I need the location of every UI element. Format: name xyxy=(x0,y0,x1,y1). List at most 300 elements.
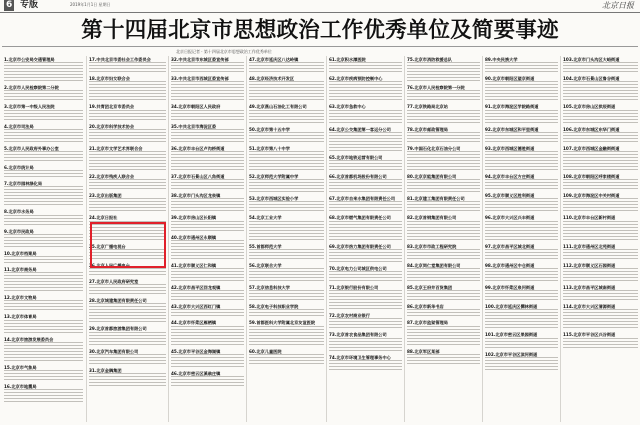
unit-title: 89.中央民族大学 xyxy=(485,57,518,62)
unit-body-text xyxy=(4,110,83,122)
unit-body-text xyxy=(329,318,402,330)
unit-entry xyxy=(329,313,402,330)
unit-entry xyxy=(485,263,558,283)
unit-body-text xyxy=(171,151,244,172)
unit-body-text xyxy=(249,62,324,74)
unit-body-text xyxy=(4,186,83,207)
unit-title: 97.北京市昌平区城北街道 xyxy=(485,243,535,249)
unit-entry xyxy=(485,215,558,241)
unit-body-text xyxy=(4,272,83,293)
unit-title: 68.北京市燃气集团有限责任公司 xyxy=(329,215,391,221)
unit-body-text xyxy=(4,320,83,335)
unit-title: 44.北京市怀柔区雁栖镇 xyxy=(171,320,217,326)
unit-entry xyxy=(171,215,244,232)
unit-body-text xyxy=(171,268,244,283)
unit-title: 72.北京农村商业银行 xyxy=(329,313,370,319)
unit-title: 59.首都医科大学附属北京友谊医院 xyxy=(249,320,316,326)
unit-title: 76.北京市人民检察院第一分院 xyxy=(407,85,465,91)
unit-entry xyxy=(563,215,638,241)
unit-title: 17.中共北京市委社会工作委员会 xyxy=(89,57,151,62)
unit-title: 82.北京首钢集团有限公司 xyxy=(407,215,457,221)
unit-entry xyxy=(407,320,480,346)
unit-body-text xyxy=(89,81,166,102)
unit-body-text xyxy=(4,370,83,382)
unit-entry xyxy=(4,365,83,382)
unit-body-text xyxy=(407,221,480,242)
unit-title: 109.北京市海淀区中关村街道 xyxy=(563,193,620,199)
unit-body-text xyxy=(407,110,480,125)
page-headline: 第十四届北京市思想政治工作优秀单位及简要事迹 xyxy=(81,18,559,43)
unit-title: 60.北京儿童医院 xyxy=(249,348,282,354)
unit-entry xyxy=(171,76,244,102)
unit-entry xyxy=(407,244,480,261)
unit-title: 22.北京市残疾人联合会 xyxy=(89,174,135,180)
unit-body-text xyxy=(171,110,244,122)
unit-title: 55.首都师范大学 xyxy=(249,243,282,249)
unit-entry xyxy=(171,174,244,191)
unit-title: 50.北京市第十五中学 xyxy=(249,126,290,132)
unit-entry xyxy=(407,174,480,194)
unit-body-text xyxy=(171,81,244,102)
unit-title: 53.北京市西城区实验小学 xyxy=(249,196,299,202)
unit-body-text xyxy=(563,338,638,350)
unit-title: 65.北京市地铁运营有限公司 xyxy=(329,154,383,160)
unit-title: 29.北京首都旅游集团有限公司 xyxy=(89,326,147,332)
unit-entry xyxy=(249,285,324,302)
unit-body-text xyxy=(485,179,558,191)
text-column xyxy=(482,56,559,422)
unit-title: 85.北京王府井百货集团 xyxy=(407,285,453,291)
text-column xyxy=(404,56,481,422)
unit-title: 28.北京城建集团有限责任公司 xyxy=(89,298,147,304)
unit-title: 114.北京市大兴区清源街道 xyxy=(563,304,616,310)
unit-title: 99.北京市怀柔区泉河街道 xyxy=(485,285,535,291)
unit-body-text xyxy=(407,179,480,194)
unit-entry xyxy=(249,244,324,261)
unit-title: 108.北京市朝阳区呼家楼街道 xyxy=(563,174,620,180)
unit-title: 31.北京金隅集团 xyxy=(89,367,122,373)
unit-entry xyxy=(563,174,638,191)
unit-title: 20.北京市科学技术协会 xyxy=(89,123,135,129)
unit-title: 3.北京市第一中级人民法院 xyxy=(4,104,55,110)
unit-entry xyxy=(171,371,244,388)
unit-title: 46.北京市密云区溪翁庄镇 xyxy=(171,370,221,376)
issue-date: 2019年1月1日 星期日 xyxy=(70,2,111,7)
unit-title: 48.北京经济技术开发区 xyxy=(249,76,295,82)
unit-body-text xyxy=(563,81,638,102)
unit-title: 81.北京建工集团有限责任公司 xyxy=(407,196,465,202)
unit-entry xyxy=(329,332,402,352)
unit-entry xyxy=(485,244,558,261)
unit-body-text xyxy=(249,268,324,283)
unit-entry xyxy=(171,304,244,318)
unit-entry xyxy=(329,244,402,264)
unit-title: 33.中共北京市西城区委宣传部 xyxy=(171,76,229,82)
unit-entry xyxy=(329,285,402,311)
unit-title: 37.北京市石景山区八角街道 xyxy=(171,174,225,180)
unit-body-text xyxy=(485,309,558,330)
unit-title: 112.北京市顺义区石园街道 xyxy=(563,262,616,268)
unit-entry xyxy=(563,146,638,172)
unit-body-text xyxy=(249,132,324,144)
unit-title: 54.北京工业大学 xyxy=(249,215,282,221)
unit-entry xyxy=(485,193,558,213)
unit-body-text xyxy=(329,221,402,242)
unit-body-text xyxy=(485,357,558,372)
masthead-bar xyxy=(0,0,640,13)
unit-body-text xyxy=(329,290,402,311)
unit-title: 61.北京积水潭医院 xyxy=(329,57,366,62)
unit-title: 19.共青团北京市委员会 xyxy=(89,104,135,110)
unit-title: 27.北京市人民政府研究室 xyxy=(89,279,139,285)
unit-entry xyxy=(407,85,480,102)
unit-body-text xyxy=(407,132,480,144)
unit-entry xyxy=(329,104,402,124)
unit-title: 110.北京市丰台区新村街道 xyxy=(563,215,616,221)
unit-body-text xyxy=(249,81,324,102)
unit-body-text xyxy=(249,354,324,366)
unit-body-text xyxy=(171,290,244,302)
unit-body-text xyxy=(329,338,402,353)
unit-entry xyxy=(329,196,402,213)
unit-title: 23.北京出版集团 xyxy=(89,193,122,199)
unit-body-text xyxy=(329,132,402,153)
unit-entry xyxy=(4,181,83,207)
unit-body-text xyxy=(249,151,324,172)
unit-body-text xyxy=(89,129,166,144)
unit-entry xyxy=(4,314,83,334)
unit-entry xyxy=(89,124,166,144)
unit-title: 111.北京市通州区北苑街道 xyxy=(563,243,616,249)
unit-entry xyxy=(407,146,480,172)
unit-entry xyxy=(89,76,166,102)
unit-body-text xyxy=(329,110,402,125)
unit-title: 67.北京市自来水集团有限责任公司 xyxy=(329,196,396,202)
unit-entry xyxy=(171,349,244,369)
unit-title: 66.北京首都机场股份有限公司 xyxy=(329,174,387,180)
unit-body-text xyxy=(171,326,244,347)
unit-body-text xyxy=(171,198,244,213)
unit-title: 45.北京市平谷区金海湖镇 xyxy=(171,348,221,354)
unit-body-text xyxy=(407,90,480,102)
unit-body-text xyxy=(485,290,558,302)
unit-entry xyxy=(563,127,638,144)
unit-body-text xyxy=(329,271,402,283)
unit-body-text xyxy=(407,354,480,366)
unit-body-text xyxy=(249,290,324,302)
unit-entry xyxy=(485,104,558,124)
unit-entry xyxy=(4,337,83,363)
unit-body-text xyxy=(4,62,83,83)
unit-title: 62.北京市疾病预防控制中心 xyxy=(329,76,383,82)
unit-body-text xyxy=(329,249,402,264)
unit-entry xyxy=(249,263,324,283)
unit-title: 38.北京市门头沟区龙泉镇 xyxy=(171,193,221,199)
unit-title: 71.北京银行股份有限公司 xyxy=(329,285,379,291)
unit-title: 4.北京市司法局 xyxy=(4,123,34,129)
unit-body-text xyxy=(329,81,402,102)
unit-entry xyxy=(407,349,480,366)
unit-body-text xyxy=(485,338,558,350)
unit-body-text xyxy=(171,179,244,191)
unit-body-text xyxy=(485,249,558,261)
unit-title: 94.北京市丰台区方庄街道 xyxy=(485,174,535,180)
unit-body-text xyxy=(89,354,166,366)
unit-title: 88.北京军区某部 xyxy=(407,348,440,354)
unit-entry xyxy=(249,304,324,318)
unit-entry xyxy=(329,155,402,172)
unit-body-text xyxy=(407,62,480,83)
unit-body-text xyxy=(407,268,480,283)
unit-title: 30.北京汽车集团有限公司 xyxy=(89,348,139,354)
unit-entry xyxy=(563,76,638,102)
unit-title: 43.北京市大兴区西红门镇 xyxy=(171,304,221,310)
unit-title: 36.北京市丰台区卢沟桥街道 xyxy=(171,145,225,151)
unit-entry xyxy=(563,285,638,302)
unit-body-text xyxy=(171,354,244,369)
unit-title: 77.北京铁路局北京站 xyxy=(407,104,448,110)
unit-entry xyxy=(563,304,638,330)
unit-body-text xyxy=(485,132,558,144)
unit-body-text xyxy=(4,170,83,179)
unit-title: 35.中共北京市海淀区委 xyxy=(171,123,217,129)
unit-entry xyxy=(485,352,558,372)
unit-entry xyxy=(485,127,558,144)
unit-entry xyxy=(89,298,166,324)
unit-title: 40.北京市通州区永顺镇 xyxy=(171,234,217,240)
section-label: 专版 xyxy=(20,0,39,10)
unit-entry xyxy=(171,235,244,261)
unit-entry xyxy=(407,127,480,144)
unit-body-text xyxy=(485,151,558,172)
unit-entry xyxy=(4,209,83,226)
unit-body-text xyxy=(249,326,324,347)
unit-body-text xyxy=(89,373,166,388)
unit-body-text xyxy=(563,290,638,302)
unit-entry xyxy=(4,251,83,265)
unit-title: 34.北京市朝阳区人民政府 xyxy=(171,104,221,110)
unit-body-text xyxy=(563,62,638,74)
unit-body-text xyxy=(171,129,244,144)
unit-entry xyxy=(329,215,402,241)
unit-entry xyxy=(485,57,558,74)
unit-entry xyxy=(329,174,402,194)
unit-body-text xyxy=(171,62,244,74)
unit-body-text xyxy=(329,160,402,172)
unit-body-text xyxy=(485,62,558,74)
headline-rule xyxy=(2,46,638,47)
unit-entry xyxy=(563,57,638,74)
unit-entry xyxy=(89,279,166,296)
unit-entry xyxy=(4,85,83,102)
unit-entry xyxy=(407,104,480,124)
unit-body-text xyxy=(249,201,324,213)
unit-entry xyxy=(485,146,558,172)
text-column xyxy=(326,56,403,422)
unit-entry xyxy=(563,263,638,283)
unit-title: 56.北京联合大学 xyxy=(249,262,282,268)
unit-entry xyxy=(171,320,244,346)
unit-entry xyxy=(89,326,166,346)
unit-entry xyxy=(563,104,638,124)
unit-entry xyxy=(249,127,324,144)
unit-entry xyxy=(4,146,83,163)
unit-title: 26.北京人民广播电台 xyxy=(89,262,130,268)
unit-entry xyxy=(485,285,558,302)
unit-entry xyxy=(407,57,480,83)
unit-title: 5.北京市人民政府外事办公室 xyxy=(4,145,59,151)
unit-title: 93.北京市西城区德胜街道 xyxy=(485,145,535,151)
unit-entry xyxy=(89,146,166,172)
unit-entry xyxy=(249,349,324,366)
unit-title: 83.北京市市政工程研究院 xyxy=(407,243,457,249)
unit-entry xyxy=(89,57,166,74)
unit-entry xyxy=(249,104,324,124)
unit-title: 113.北京市昌平区城南街道 xyxy=(563,285,616,291)
unit-title: 39.北京市房山区长阳镇 xyxy=(171,215,217,221)
unit-body-text xyxy=(249,110,324,125)
unit-entry xyxy=(485,174,558,191)
unit-entry xyxy=(485,76,558,102)
unit-body-text xyxy=(563,132,638,144)
unit-entry xyxy=(4,295,83,312)
unit-entry xyxy=(329,127,402,153)
unit-entry xyxy=(329,57,402,74)
unit-body-text xyxy=(563,151,638,172)
unit-title: 10.北京市档案局 xyxy=(4,250,37,256)
unit-title: 12.北京市文物局 xyxy=(4,295,37,301)
unit-entry xyxy=(563,193,638,213)
unit-body-text xyxy=(171,309,244,318)
unit-title: 63.北京市急救中心 xyxy=(329,104,366,110)
unit-entry xyxy=(4,229,83,249)
unit-title: 87.北京市监狱管理局 xyxy=(407,320,448,326)
unit-body-text xyxy=(407,201,480,213)
unit-entry xyxy=(407,263,480,283)
unit-title: 57.北京信息科技大学 xyxy=(249,285,290,291)
unit-entry xyxy=(89,193,166,213)
unit-body-text xyxy=(171,221,244,233)
unit-title: 104.北京市石景山区鲁谷街道 xyxy=(563,76,620,82)
unit-body-text xyxy=(89,62,166,74)
unit-body-text xyxy=(89,110,166,122)
unit-body-text xyxy=(407,326,480,347)
unit-entry xyxy=(4,384,83,404)
unit-body-text xyxy=(171,376,244,388)
unit-body-text xyxy=(4,129,83,144)
text-column xyxy=(246,56,325,422)
unit-entry xyxy=(249,320,324,346)
unit-body-text xyxy=(485,110,558,125)
unit-body-text xyxy=(563,198,638,213)
highlight-box xyxy=(90,222,166,268)
unit-title: 16.北京市地震局 xyxy=(4,384,37,390)
unit-body-text xyxy=(4,300,83,312)
unit-entry xyxy=(249,215,324,241)
unit-title: 84.北京同仁堂集团有限公司 xyxy=(407,262,461,268)
unit-entry xyxy=(171,104,244,121)
page-number: 6 xyxy=(6,0,13,10)
unit-title: 106.北京市东城区东华门街道 xyxy=(563,126,620,132)
intro-meta: 北京日报记者 · 第十四届北京市思想政治工作优秀单位 xyxy=(176,49,272,54)
unit-title: 18.北京市妇女联合会 xyxy=(89,76,130,82)
unit-body-text xyxy=(4,151,83,163)
unit-body-text xyxy=(563,249,638,261)
unit-title: 115.北京市平谷区兴谷街道 xyxy=(563,332,616,338)
unit-body-text xyxy=(4,342,83,363)
unit-body-text xyxy=(329,62,402,74)
unit-body-text xyxy=(407,151,480,172)
unit-body-text xyxy=(485,81,558,102)
unit-body-text xyxy=(89,332,166,347)
unit-body-text xyxy=(329,360,402,372)
unit-title: 51.北京市第八十中学 xyxy=(249,145,290,151)
unit-body-text xyxy=(4,234,83,249)
unit-title: 75.北京市消防救援总队 xyxy=(407,57,453,62)
unit-title: 24.北京日报社 xyxy=(89,215,118,221)
unit-body-text xyxy=(171,240,244,261)
text-column xyxy=(2,56,84,422)
unit-entry xyxy=(171,124,244,144)
unit-title: 32.中共北京市东城区委宣传部 xyxy=(171,57,229,62)
unit-body-text xyxy=(563,221,638,242)
unit-title: 80.北京京能集团有限公司 xyxy=(407,174,457,180)
unit-entry xyxy=(249,196,324,213)
unit-body-text xyxy=(249,221,324,242)
unit-body-text xyxy=(407,309,480,318)
unit-title: 105.北京市房山区拱辰街道 xyxy=(563,104,616,110)
unit-entry xyxy=(407,285,480,302)
unit-entry xyxy=(4,267,83,293)
unit-title: 58.北京电子科技职业学院 xyxy=(249,304,299,310)
unit-title: 14.北京市旅游发展委员会 xyxy=(4,336,54,342)
unit-title: 102.北京市平谷区滨河街道 xyxy=(485,351,538,357)
unit-body-text xyxy=(89,303,166,324)
unit-title: 47.北京市延庆区八达岭镇 xyxy=(249,57,299,62)
unit-title: 86.北京市新华书店 xyxy=(407,304,444,310)
unit-title: 103.北京市门头沟区大峪街道 xyxy=(563,57,620,62)
unit-title: 52.北京师范大学附属中学 xyxy=(249,174,299,180)
unit-body-text xyxy=(89,284,166,296)
unit-title: 6.北京市统计局 xyxy=(4,165,34,171)
unit-body-text xyxy=(4,389,83,404)
unit-title: 74.北京市环境卫生管理事务中心 xyxy=(329,354,391,360)
unit-entry xyxy=(4,57,83,83)
unit-entry xyxy=(171,146,244,172)
unit-entry xyxy=(171,285,244,302)
unit-entry xyxy=(563,332,638,349)
unit-body-text xyxy=(329,179,402,194)
unit-title: 11.北京市商务局 xyxy=(4,267,37,273)
unit-entry xyxy=(407,304,480,318)
text-column xyxy=(560,56,639,422)
unit-body-text xyxy=(89,198,166,213)
unit-entry xyxy=(89,368,166,388)
unit-entry xyxy=(4,104,83,121)
unit-body-text xyxy=(485,198,558,213)
unit-title: 25.北京广播电视台 xyxy=(89,243,126,249)
unit-body-text xyxy=(249,179,324,194)
unit-body-text xyxy=(89,151,166,172)
unit-title: 73.北京首农食品集团有限公司 xyxy=(329,332,387,338)
unit-entry xyxy=(171,57,244,74)
unit-body-text xyxy=(485,221,558,242)
unit-title: 98.北京市通州区中仓街道 xyxy=(485,262,535,268)
unit-body-text xyxy=(4,90,83,102)
unit-title: 13.北京市体育局 xyxy=(4,314,37,320)
unit-entry xyxy=(249,76,324,102)
unit-body-text xyxy=(4,215,83,227)
